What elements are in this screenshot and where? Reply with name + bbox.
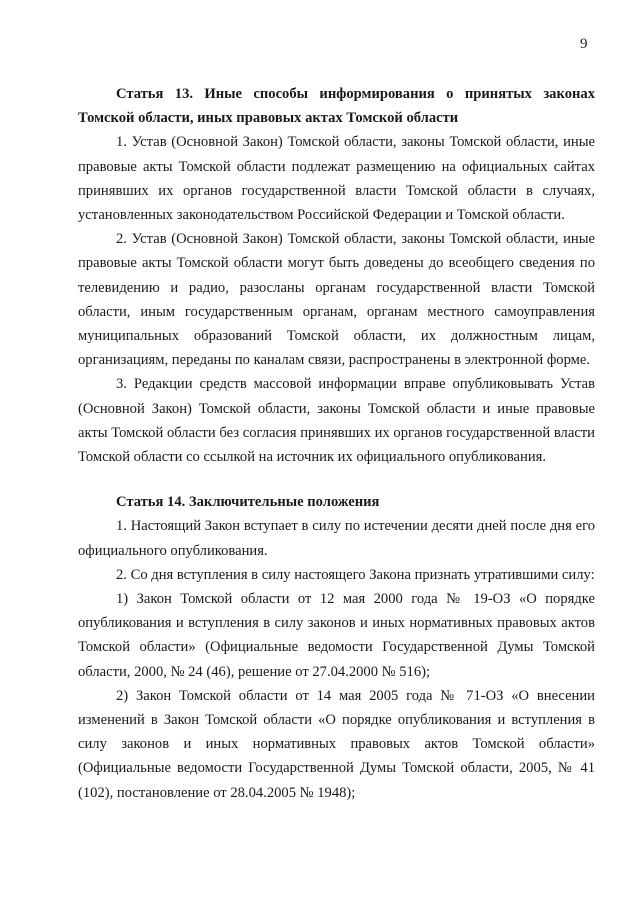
article-14-heading: Статья 14. Заключительные положения: [116, 494, 380, 511]
article-13-paragraph-2: 2. Устав (Основной Закон) Томской области, законы Томской области, иные правовые акты Томской области могут быть доведены до всеобщего сведения по телевидению и радио, разосланы органам государственной власти Томской области, иным государственным органам, органам местного самоуправления муниципальных образований Томской области, их должностным лицам, организациям, переданы по каналам связи, распространены в электронной форме.: [78, 231, 595, 369]
article-13-heading: Статья 13. Иные способы информирования о принятых законах Томской области, иных правовых актах Томской области: [78, 86, 595, 127]
article-13-paragraph-3: 3. Редакции средств массовой информации вправе опубликовывать Устав (Основной Закон) Томской области, законы Томской области и иные правовые акты Томской области без согласия принявших их органов государственной власти Томской области со ссылкой на источник их официального опубликования.: [78, 376, 595, 466]
article-14-paragraph-1: 1. Настоящий Закон вступает в силу по истечении десяти дней после дня его официального опубликования.: [78, 518, 595, 559]
article-14-item-1: 1) Закон Томской области от 12 мая 2000 года № 19-ОЗ «О порядке опубликования и вступления в силу законов и иных нормативных правовых актов Томской области» (Официальные ведомости Государственной Думы Томской области, 2000, № 24 (46), решение от 27.04.2000 № 516);: [78, 591, 595, 680]
article-13-paragraph-1: 1. Устав (Основной Закон) Томской области, законы Томской области, иные правовые акты Томской области подлежат размещению на официальных сайтах принявших их органов государственной власти Томской области в случаях, установленных законодательством Российской Федерации и Томской области.: [78, 134, 595, 224]
article-14-item-2: 2) Закон Томской области от 14 мая 2005 года № 71-ОЗ «О внесении изменений в Закон Томской области «О порядке опубликования и вступления в силу законов и иных нормативных правовых актов Томской области» (Официальные ведомости Государственной Думы Томской области, 2005, № 41 (102), постановление от 28.04.2005 № 1948);: [78, 687, 595, 801]
document-body: [78, 82, 595, 805]
article-14-paragraph-2: 2. Со дня вступления в силу настоящего Закона признать утратившими силу:: [116, 566, 595, 583]
page-number: 9: [580, 36, 588, 52]
